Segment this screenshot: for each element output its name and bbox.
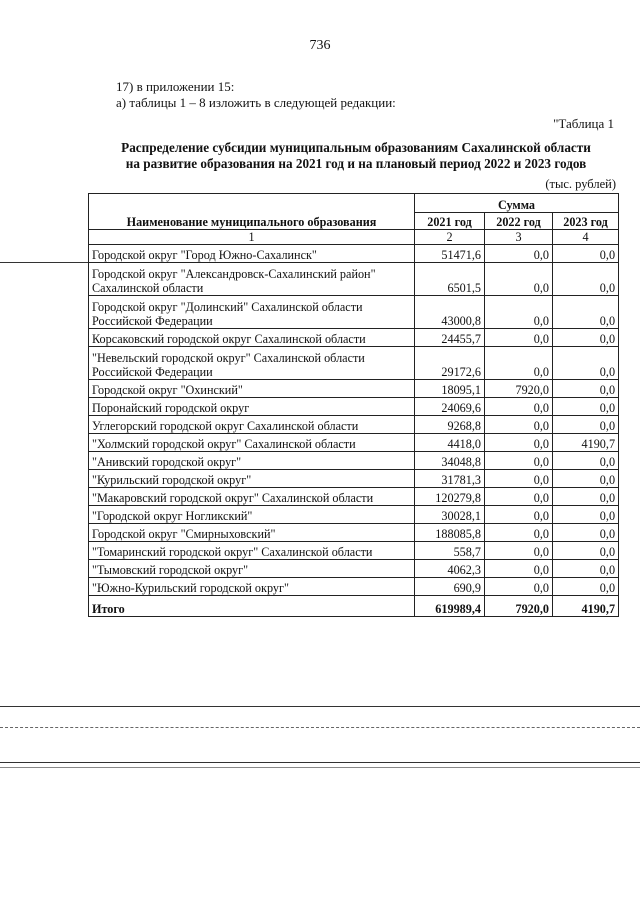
column-number: 3 (485, 230, 553, 245)
header-municipality: Наименование муниципального образования (89, 194, 415, 230)
table-title-line-1: Распределение субсидии муниципальным образованиям Сахалинской области (121, 140, 591, 155)
intro-line-2: а) таблицы 1 – 8 изложить в следующей редакции: (116, 95, 396, 110)
value-2023: 0,0 (553, 560, 619, 578)
scan-line (0, 727, 640, 728)
table-title-line-2: на развитие образования на 2021 год и на плановый период 2022 и 2023 годов (125, 156, 587, 171)
column-number: 2 (415, 230, 485, 245)
header-year-2023: 2023 год (553, 212, 619, 230)
value-2023: 0,0 (553, 416, 619, 434)
value-2022: 0,0 (485, 578, 553, 596)
value-2022: 0,0 (485, 452, 553, 470)
value-2022: 7920,0 (485, 380, 553, 398)
value-2021: 30028,1 (415, 506, 485, 524)
value-2021: 9268,8 (415, 416, 485, 434)
column-number: 1 (89, 230, 415, 245)
value-2022: 0,0 (485, 296, 553, 329)
municipality-name: Углегорский городской округ Сахалинской области (89, 416, 415, 434)
value-2021: 4418,0 (415, 434, 485, 452)
table-row (89, 347, 619, 380)
municipality-name: "Городской округ Ногликский" (89, 506, 415, 524)
table-row (89, 434, 619, 452)
total-2023: 4190,7 (553, 596, 619, 617)
municipality-name: "Тымовский городской округ" (89, 560, 415, 578)
table-title (96, 140, 616, 172)
scan-line (0, 762, 640, 763)
value-2023: 0,0 (553, 245, 619, 263)
value-2023: 0,0 (553, 578, 619, 596)
value-2023: 0,0 (553, 398, 619, 416)
table-row (89, 542, 619, 560)
value-2021: 120279,8 (415, 488, 485, 506)
municipality-name: "Курильский городской округ" (89, 470, 415, 488)
value-2023: 0,0 (553, 470, 619, 488)
value-2021: 690,9 (415, 578, 485, 596)
value-2022: 0,0 (485, 416, 553, 434)
municipality-name: "Невельский городской округ" Сахалинской области Российской Федерации (89, 347, 415, 380)
value-2023: 0,0 (553, 488, 619, 506)
table-row (89, 524, 619, 542)
table-row (89, 416, 619, 434)
value-2021: 31781,3 (415, 470, 485, 488)
value-2021: 558,7 (415, 542, 485, 560)
value-2023: 0,0 (553, 380, 619, 398)
intro-line-1: 17) в приложении 15: (116, 79, 235, 94)
table-row (89, 296, 619, 329)
municipality-name: Городской округ "Охинский" (89, 380, 415, 398)
value-2022: 0,0 (485, 329, 553, 347)
value-2022: 0,0 (485, 263, 553, 296)
value-2022: 0,0 (485, 470, 553, 488)
value-2021: 24069,6 (415, 398, 485, 416)
table-row (89, 506, 619, 524)
value-2023: 0,0 (553, 452, 619, 470)
municipality-name: "Южно-Курильский городской округ" (89, 578, 415, 596)
value-2021: 34048,8 (415, 452, 485, 470)
scan-line (0, 262, 88, 263)
value-2021: 29172,6 (415, 347, 485, 380)
total-2022: 7920,0 (485, 596, 553, 617)
value-2023: 0,0 (553, 263, 619, 296)
value-2022: 0,0 (485, 524, 553, 542)
municipality-name: "Томаринский городской округ" Сахалинской области (89, 542, 415, 560)
table-row (89, 470, 619, 488)
table-row (89, 398, 619, 416)
value-2021: 24455,7 (415, 329, 485, 347)
table-row (89, 452, 619, 470)
municipality-name: Городской округ "Смирныховский" (89, 524, 415, 542)
municipality-name: "Макаровский городской округ" Сахалинской области (89, 488, 415, 506)
units-note: (тыс. рублей) (545, 177, 616, 191)
municipality-name: Поронайский городской округ (89, 398, 415, 416)
value-2021: 6501,5 (415, 263, 485, 296)
value-2023: 4190,7 (553, 434, 619, 452)
value-2022: 0,0 (485, 488, 553, 506)
value-2021: 18095,1 (415, 380, 485, 398)
value-2022: 0,0 (485, 347, 553, 380)
scan-line (0, 767, 640, 768)
table-row (89, 329, 619, 347)
header-sum: Сумма (415, 194, 619, 213)
municipality-name: Городской округ "Долинский" Сахалинской области Российской Федерации (89, 296, 415, 329)
table-label: "Таблица 1 (553, 116, 614, 131)
subsidy-table (88, 193, 619, 617)
municipality-name: "Холмский городской округ" Сахалинской области (89, 434, 415, 452)
value-2021: 51471,6 (415, 245, 485, 263)
value-2021: 43000,8 (415, 296, 485, 329)
value-2022: 0,0 (485, 560, 553, 578)
table-row (89, 488, 619, 506)
value-2021: 188085,8 (415, 524, 485, 542)
municipality-name: Городской округ "Город Южно-Сахалинск" (89, 245, 415, 263)
municipality-name: "Анивский городской округ" (89, 452, 415, 470)
value-2021: 4062,3 (415, 560, 485, 578)
table-row (89, 560, 619, 578)
total-row (89, 596, 619, 617)
value-2022: 0,0 (485, 542, 553, 560)
total-2021: 619989,4 (415, 596, 485, 617)
value-2022: 0,0 (485, 398, 553, 416)
value-2022: 0,0 (485, 506, 553, 524)
header-year-2022: 2022 год (485, 212, 553, 230)
value-2023: 0,0 (553, 542, 619, 560)
value-2023: 0,0 (553, 506, 619, 524)
value-2023: 0,0 (553, 347, 619, 380)
table-row (89, 263, 619, 296)
value-2023: 0,0 (553, 296, 619, 329)
table-row (89, 380, 619, 398)
municipality-name: Корсаковский городской округ Сахалинской области (89, 329, 415, 347)
page-number: 736 (309, 38, 331, 53)
municipality-name: Городской округ "Александровск-Сахалинский район" Сахалинской области (89, 263, 415, 296)
value-2022: 0,0 (485, 245, 553, 263)
value-2022: 0,0 (485, 434, 553, 452)
table-row (89, 245, 619, 263)
column-number: 4 (553, 230, 619, 245)
value-2023: 0,0 (553, 524, 619, 542)
value-2023: 0,0 (553, 329, 619, 347)
table-row (89, 578, 619, 596)
header-year-2021: 2021 год (415, 212, 485, 230)
scan-line (0, 706, 640, 707)
total-label: Итого (89, 596, 415, 617)
